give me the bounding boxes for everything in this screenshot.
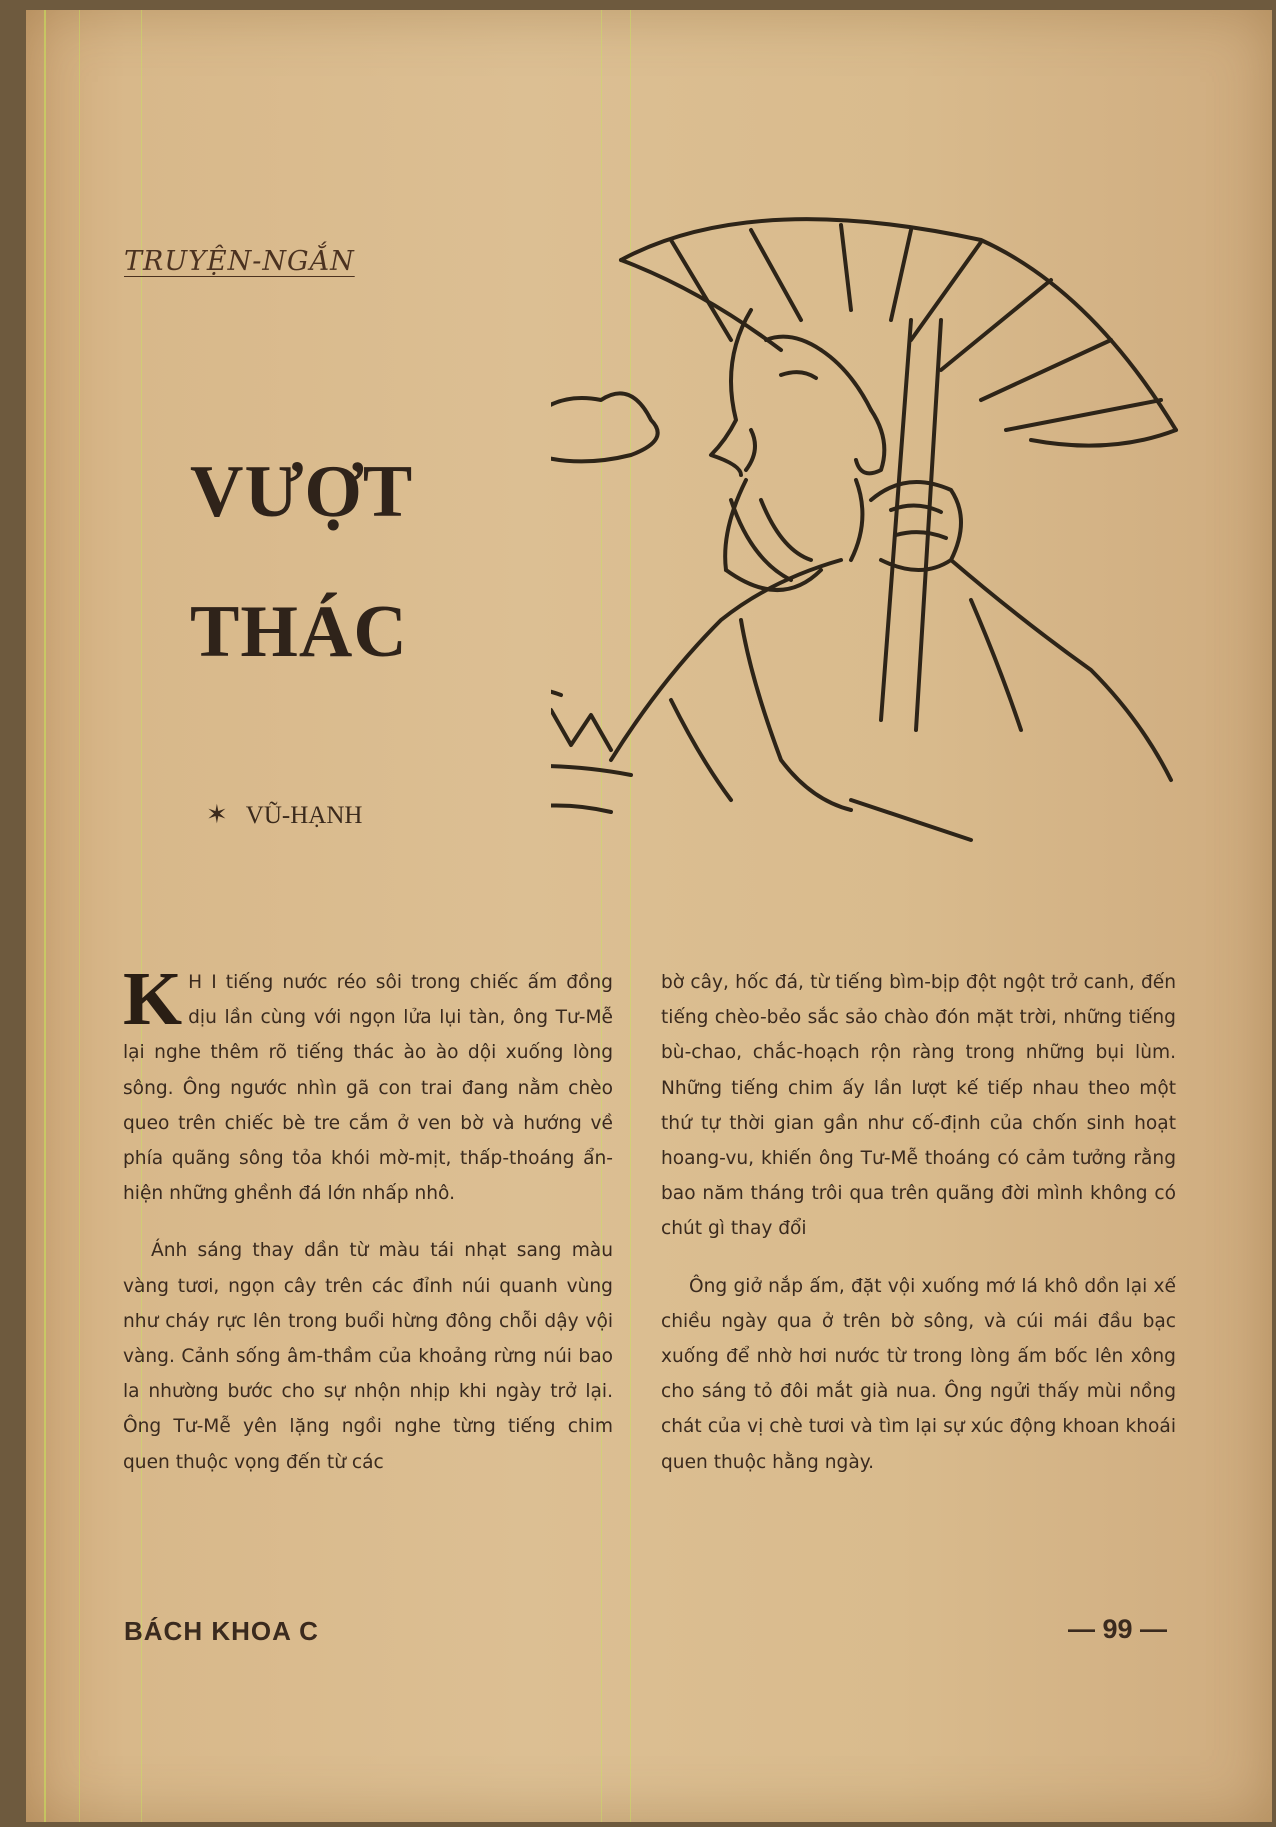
page-guide-line bbox=[44, 10, 46, 1822]
section-kicker: TRUYỆN-NGẮN bbox=[124, 246, 355, 277]
magazine-page bbox=[26, 10, 1272, 1822]
body-column-right bbox=[661, 965, 1176, 1502]
body-column-left bbox=[123, 957, 613, 1502]
magazine-name: BÁCH KHOA C bbox=[124, 1616, 319, 1646]
old-man-illustration bbox=[551, 200, 1231, 900]
page-guide-line bbox=[79, 10, 80, 1822]
body-paragraph: bờ cây, hốc đá, từ tiếng bìm-bịp đột ngột trở canh, đến tiếng chèo-bẻo sắc sảo chào đón mặt trời, những tiếng bù-chao, chắc-hoạch rộn ràng trong những bụi lùm. Những tiếng chim ấy lần lượt kế tiếp nhau theo một thứ tự thời gian gần như cố-định của chốn sinh hoạt hoang-vu, khiến ông Tư-Mễ thoáng có cảm tưởng rằng bao năm tháng trôi qua trên quãng đời mình không có chút gì thay đổi bbox=[661, 972, 1176, 1240]
star-icon: ✶ bbox=[206, 800, 228, 829]
page-guide-line bbox=[141, 10, 142, 1822]
body-paragraph: Ông giở nắp ấm, đặt vội xuống mớ lá khô dồn lại xế chiều ngày qua ở trên bờ sông, và cúi mái đầu bạc xuống để nhờ hơi nước từ trong lòng ấm bốc lên xông cho sáng tỏ đôi mắt già nua. Ông ngửi thấy mùi nồng chát của vị chè tươi và tìm lại sự xúc động khoan khoái quen thuộc hằng ngày. bbox=[661, 1275, 1176, 1473]
story-title-line-2: THÁC bbox=[190, 591, 408, 673]
body-paragraph bbox=[123, 957, 613, 1211]
author-name: VŨ-HẠNH bbox=[245, 802, 363, 829]
author-byline bbox=[206, 800, 362, 830]
page-number: — 99 — bbox=[1067, 1614, 1167, 1644]
body-paragraph-text: H I tiếng nước réo sôi trong chiếc ấm đồng dịu lần cùng với ngọn lửa lụi tàn, ông Tư-Mễ lại nghe thêm rõ tiếng thác ào ào dội xuống lòng sông. Ông ngước nhìn gã con trai đang nằm chèo queo trên chiếc bè tre cắm ở ven bờ và hướng về phía quãng sông tỏa khói mờ-mịt, thấp-thoáng ẩn-hiện những ghềnh đá lớn nhấp nhô. bbox=[123, 972, 613, 1205]
story-title-line-1: VƯỢT bbox=[190, 451, 414, 533]
drop-cap: K bbox=[123, 957, 183, 1041]
body-paragraph: Ánh sáng thay dần từ màu tái nhạt sang màu vàng tươi, ngọn cây trên các đỉnh núi quanh vùng như cháy rực lên trong buổi hừng đông chỗi dậy vội vàng. Cảnh sống âm-thầm của khoảng rừng núi bao la nhường bước cho sự nhộn nhịp khi ngày trở lại. Ông Tư-Mễ yên lặng ngồi nghe từng tiếng chim quen thuộc vọng đến từ các bbox=[123, 1240, 613, 1473]
